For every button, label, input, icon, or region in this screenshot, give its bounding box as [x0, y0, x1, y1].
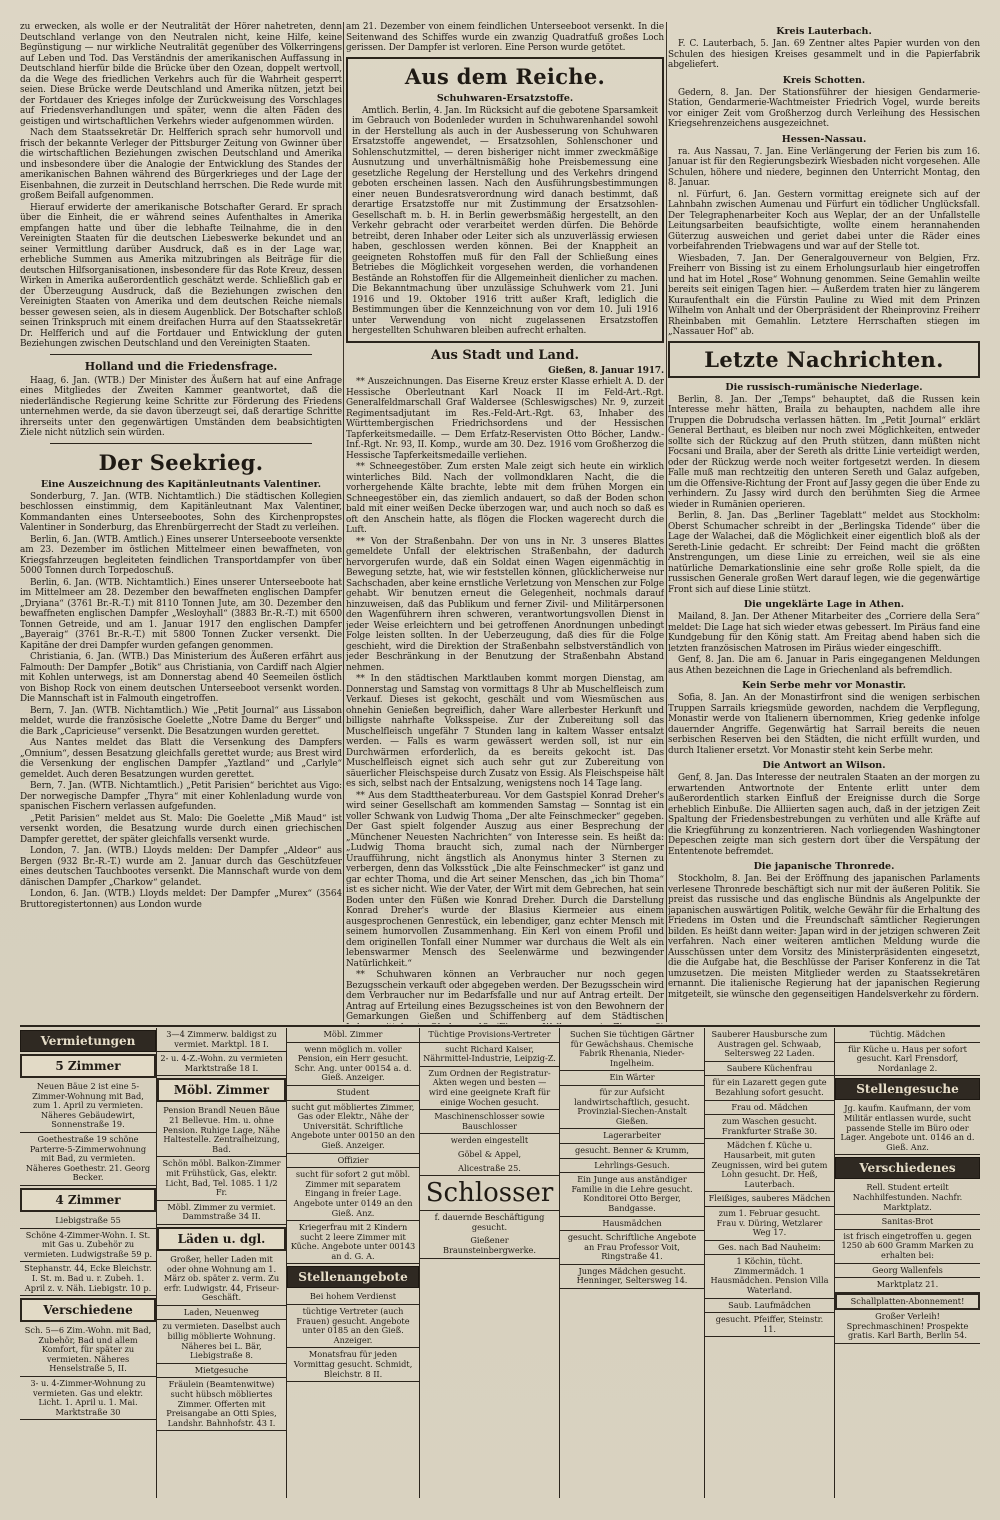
- article-paragraph: ** In den städtischen Marktlauben kommt morgen Dienstag, am Donnerstag und Samstag von vormittags 8 Uhr ab Muschelfleisch zum Verkauf. Dieses ist gekocht, geschält und vom Wiesmüschen aus ohnehin Genießen begreiflich, daher Ware allerbester Herkunft und billigste nahrhafte Volksspeise. Zur der Zubereitung soll das Muschelfleisch ungefähr 7 Stunden lang in kaltem Wasser entsalzt werden. — Falls es warm gewässert werden soll, ist nur ein Durchwärmen erforderlich, da es bereits gekocht ist. Das Muschelfleisch eignet sich auch sehr gut zur Zubereitung von säuerlicher Fleischspeise durch Zusatz von Essig. Als Fleischspeise hält es sich, selbst nach der Entsalzung, wenigstens noch 14 Tage lang.: [346, 674, 664, 789]
- ad-item: Junges Mädchen gesucht. Henninger, Seltersweg 14.: [560, 1265, 704, 1289]
- ad-item: gesucht. Pfeiffer, Steinstr. 11.: [705, 1313, 834, 1337]
- article-paragraph: Amtlich. Berlin, 4. Jan. Im Rücksicht auf die gebotene Sparsamkeit im Gebrauch von Bodenleder wurden in Schuhwarenhandel sowohl in der Herstellung als auch in der Ausbesserung von Schuhwaren Ersatzstoffe angewendet, — Ersatzsohlen, Sohlenschoner und Sohlenschutzmittel, — deren bisheriger nicht immer zweckmäßige Ausnutzung und unverhältnismäßig hohe Preisbemessung eine gesetzliche Regelung der Herstellung und des Verkehrs dringend geboten erscheinen lassen. Nach den Ausführungsbestimmungen einer neuen Bundesratsverordnung wird danach bestimmt, daß derartige Ersatzstoffe nur mit Zustimmung der Ersatzsohlen-Gesellschaft m. b. H. in Berlin gewerbsmäßig hergestellt, an den Verkehr gebracht oder verarbeitet werden dürfen. Die Behörde betreibt, deren Inhaber oder Leiter sich als unzuverlässig erwiesen haben, geschlossen werden können. Bei der Knappheit an geeigneten Rohstoffen muß für den Fall der Schließung eines Betriebes die Möglichkeit vorgesehen werden, die vorhandenen Bestände an Rohstoffen für die Allgemeinheit dienlicher zu machen. Die Bekanntmachung über unzulässige Schuhwerk vom 21. Juni 1916 und 19. Oktober 1916 tritt außer Kraft, lediglich die Bestimmungen über die Kennzeichnung von vor dem 10. Juli 1916 unter Verwendung von nicht zugelassenen Ersatzstoffen hergestellten Schuhwaren bleiben aufrecht erhalten.: [352, 105, 658, 336]
- ad-item: ist frisch eingetroffen u. gegen 1250 ab 600 Gramm Marken zu erhalten bei:: [835, 1230, 980, 1264]
- ad-item: werden eingestellt: [450, 1135, 529, 1146]
- ad-item: Großer Verleih! Sprechmaschinen! Prospekte gratis. Karl Barth, Berlin 54.: [835, 1310, 980, 1344]
- ad-headline: Tüchtig. Mädchen: [835, 1028, 980, 1043]
- ad-item: wenn möglich m. voller Pension, ein Herr gesucht. Schr. Ang. unter 00154 a. d. Gieß. Anzeiger.: [287, 1043, 419, 1086]
- ad-headline: Schlosser: [420, 1176, 559, 1211]
- subheading: Kreis Schotten.: [782, 74, 866, 86]
- article-paragraph: Mailand, 8. Jan. Der Athener Mitarbeiter des „Corriere della Sera“ meldet: Die Lage hat sich wieder etwas gebessert. Im Piräus fand eine Kundgebung für den König statt. Am Freitag abend haben sich die letzten französischen Matrosen im Piräus wieder eingeschifft.: [668, 612, 980, 654]
- article-paragraph: zu erwecken, als wolle er der Neutralität der Hörer nahetreten, denn Deutschland verlange von den Neutralen nicht, keine Hilfe, keine Begünstigung — nur wirkliche Neutralität gegenüber des Völkerringens auf Leben und Tod. Das Verständnis der amerikanischen Auffassung in Deutschland hierfür bilde die Brücke über den Ozean, doppelt wertvoll, da die Wege des friedlichen Verkehrs auch für die Wahrheit gesperrt seien. Diese Brücke werde Deutschland und Amerika nützen, jetzt bei der Fortdauer des Krieges infolge der Zurückweisung des Vorschlages auf Friedensverhandlungen und später, wenn die alten Fäden des geistigen und wirtschaftlichen Verkehrs wieder aufgenommen würden.: [20, 22, 342, 127]
- ad-headline: Schallplatten-Abonnement!: [835, 1293, 980, 1311]
- ads-column-5: [560, 1028, 705, 1498]
- ad-headline: Lehrlings-Gesuch.: [560, 1159, 704, 1174]
- section-heading: Holland und die Friedensfrage.: [84, 359, 278, 373]
- ad-item: Alicestraße 25.: [420, 1162, 559, 1177]
- ad-headline: Saub. Laufmädchen: [705, 1299, 834, 1314]
- ad-item: sucht Richard Kaiser, Nährmittel-Industrie, Leipzig-Z.: [420, 1043, 559, 1067]
- article-paragraph: Bern, 7. Jan. (WTB. Nichtamtlich.) „Petit Parisien“ berichtet aus Vigo: Der norwegische Dampfer „Thyra“ mit einer Kohlenladung wurde von spanischen Fischern verlassen aufgefunden.: [20, 781, 342, 812]
- ad-headline: Maschinenschlosser sowie Bauschlosser: [420, 1110, 559, 1134]
- ad-headline: Offizier: [287, 1154, 419, 1169]
- article-paragraph: Hierauf erwiderte der amerikanische Botschafter Gerard. Er sprach über die Einheit, die er während seines Aufenthaltes in Amerika empfangen hatte und über die lebhafte Teilnahme, die in den Vereinigten Staaten für die deutschen Liebeswerke bekundet und an seiner Vermittlung darüber Ausdruck, daß es in der Lage war, erhebliche Summen aus Amerika mitzubringen als Beiträge für die deutschen Hilfsorganisationen, insbesondere für das Rote Kreuz, dessen Wirken in Amerika außerordentlich geschätzt werde. Schließlich gab er der Überzeugung Ausdruck, daß die Beziehungen zwischen den Vereinigten Staaten von Amerika und dem deutschen Reiche niemals besser gewesen seien, als in diesem Augenblick. Der Botschafter schloß seinen Trinkspruch mit einem dreifachen Hurra auf den Staatssekretär Dr. Helfferich und auf die Fortdauer und Entwicklung der guten Beziehungen zwischen Deutschland und den Vereinigten Staaten.: [20, 202, 342, 349]
- ad-item: gesucht. Benner & Krumm,: [560, 1144, 704, 1159]
- ads-banner: Vermietungen: [20, 1030, 156, 1052]
- ads-category: Verschiedene: [20, 1298, 156, 1322]
- ad-item: tüchtige Vertreter (auch Frauen) gesucht. Angebote unter 0185 an den Gieß. Anzeiger.: [287, 1305, 419, 1348]
- subheading: Kreis Lauterbach.: [776, 26, 872, 37]
- ad-headline: Möbl. Zimmer: [287, 1028, 419, 1043]
- ads-banner: Stellenangebote: [287, 1266, 419, 1288]
- ad-item: zum Waschen gesucht. Frankfurter Straße 30.: [705, 1115, 834, 1139]
- column-rule: [666, 22, 667, 1022]
- article-paragraph: F. C. Lauterbach, 5. Jan. 69 Zentner altes Papier wurden von den Schulen des hiesigen Kreises gesammelt und in die Papierfabrik abgeliefert.: [668, 39, 980, 70]
- ads-column-3: [287, 1028, 420, 1498]
- ad-category: Mietgesuche: [157, 1364, 286, 1379]
- article-paragraph: „Petit Parisien“ meldet aus St. Malo: Die Goelette „Miß Maud“ ist versenkt worden, die Besatzung wurde durch einen griechischen Dampfer gerettet, der später gleichfalls versenkt wurde.: [20, 813, 342, 845]
- ads-column-1: [20, 1028, 157, 1498]
- ad-headline: Ein Wärter: [560, 1071, 704, 1086]
- article-paragraph: Berlin, 6. Jan. (WTB. Amtlich.) Eines unserer Unterseeboote versenkte am 23. Dezember im östlichen Mittelmeer einen bewaffneten, von Kriegsfahrzeugen begleiteten feindlichen Transportdampfer von über 5000 Tonnen durch Torpedoschuß.: [20, 534, 342, 576]
- article-paragraph: ra. Aus Nassau, 7. Jan. Eine Verlängerung der Ferien bis zum 16. Januar ist für den Regierungsbezirk Wiesbaden nicht vorgesehen. Alle Schulen, höhere und niedere, beginnen den Unterricht Montag, den 8. Januar.: [668, 146, 980, 188]
- ads-column-7: [835, 1028, 980, 1498]
- ad-headline: Bei hohem Verdienst: [287, 1290, 419, 1305]
- article-paragraph: Gedern, 8. Jan. Der Stationsführer der hiesigen Gendarmerie-Station, Gendarmerie-Wachtmeister Friedrich Vogel, wurde bereits vor einiger Zeit vom Großherzog durch Verleihung des Hessischen Kriegsehrenzeichens ausgezeichnet.: [668, 87, 980, 129]
- article-paragraph: Sonderburg, 7. Jan. (WTB. Nichtamtlich.) Die städtischen Kollegien beschlossen einstimmig, dem Kapitänleutnant Max Valentiner, Kommandanten eines Unterseebootes, Sohn des Kirchenpropstes Valentiner in Sonderburg, das Ehrenbürgerrecht der Stadt zu verleihen.: [20, 491, 342, 533]
- ad-item: Rell. Student erteilt Nachhilfestunden. Nachfr. Marktplatz.: [835, 1181, 980, 1215]
- ad-item: für ein Lazarett gegen gute Bezahlung sofort gesucht.: [705, 1076, 834, 1100]
- section-title: Aus dem Reiche.: [404, 63, 606, 89]
- ad-item: für Küche u. Haus per sofort gesucht. Karl Frensdorf, Nordanlage 2.: [835, 1043, 980, 1077]
- ad-headline: Saubere Küchenfrau: [705, 1062, 834, 1077]
- section-divider: [50, 443, 312, 444]
- ads-separator: [20, 1025, 980, 1027]
- subheading: Die russisch-rumänische Niederlage.: [725, 381, 923, 393]
- ad-item: Sauberer Hausbursche zum Austragen gel. Schwaab, Seltersweg 22 Laden.: [705, 1028, 834, 1062]
- ad-item: Pension Brandl Neuen Bäue 21 Bellevue. Hm. u. ohne Pension. Ruhige Lage, Nähe Haltestelle. Zentralheizung, Bad.: [157, 1104, 286, 1157]
- letzte-nachrichten-box: [668, 341, 980, 378]
- ad-item: 3- u. 4-Zimmer-Wohnung zu vermieten. Gas und elektr. Licht. 1. April u. 1. Mai. Marktstraße 30: [20, 1377, 156, 1420]
- ads-column-4: [420, 1028, 560, 1498]
- ad-item: Sch. 5—6 Zim.-Wohn. mit Bad, Zubehör, Bad und allem Komfort, für später zu vermieten. Näheres Henselstraße 5, II.: [20, 1324, 156, 1377]
- article-paragraph: London, 7. Jan. (WTB.) Lloyds melden: Der Dampfer „Aldeor“ aus Bergen (932 Br.-R.-T.) wurde am 2. Januar durch das Geschützfeuer eines deutschen Tauchbootes versenkt. Die Mannschaft wurde von dem dänischen Dampfer „Charkow“ gelandet.: [20, 846, 342, 888]
- ad-headline: Frau od. Mädchen: [705, 1101, 834, 1116]
- ad-item: Großer, heller Laden mit oder ohne Wohnung am 1. März ob. später z. verm. Zu erfr. Ludwigstr. 44, Friseur-Geschäft.: [157, 1253, 286, 1306]
- article-paragraph: Haag, 6. Jan. (WTB.) Der Minister des Äußern hat auf eine Anfrage eines Mitgliedes der Zweiten Kammer geantwortet, daß die niederländische Regierung keine Schritte zur Förderung des Friedens unternehmen werde, da sie davon überzeugt sei, daß derartige Schritte ihrerseits unter den gegenwärtigen Umständen dem beabsichtigten Ziele nicht nützlich sein würden.: [20, 375, 342, 438]
- ad-item: Neuen Bäue 2 ist eine 5-Zimmer-Wohnung mit Bad, zum 1. April zu vermieten. Näheres Gebäudewirt, Sonnenstraße 19.: [20, 1080, 156, 1133]
- article-paragraph: Nach dem Staatssekretär Dr. Helfferich sprach sehr humorvoll und frisch der bekannte Verleger der Pittsburger Zeitung von Gwinner über die wirtschaftlichen Beziehungen zwischen Deutschland und Amerika und insbesondere über die Analogie der Entwicklung des Standes der amerikanischen Bahnen während des Bürgerkrieges und der Lage der Eisenbahnen, die zurzeit in Deutschland herrschen. Die Rede wurde mit großem Beifall aufgenommen.: [20, 128, 342, 201]
- ads-column-2: [157, 1028, 287, 1498]
- ad-item: für zur Aufsicht landwirtschaftlich, gesucht. Provinzial-Siechen-Anstalt Gießen.: [560, 1086, 704, 1129]
- ads-category: 4 Zimmer: [20, 1188, 156, 1212]
- ad-item: Monatsfrau für jeden Vormittag gesucht. Schmidt, Bleichstr. 8 II.: [287, 1348, 419, 1382]
- subheading: Die japanische Thronrede.: [753, 861, 895, 872]
- article-paragraph: Berlin, 8. Jan. Der „Temps“ behauptet, daß die Russen kein Interesse mehr hätten, Braila zu behaupten, nachdem alle ihre Truppen die Dobrudscha verlassen hätten. Im „Petit Journal“ erklärt General Berthaut, es bleiben nur noch zwei Möglichkeiten, entweder sollte sich der Rückzug auf den Pruth stützen, dann müßten nicht Focsani und Braila, aber der Sereth als dritte Linie verteidigt werden, oder der Rückzug werde noch weiter fortgesetzt werden. In diesem Falle muß man rechtzeitig den unteren Sereth und Galaz aufgeben, um die Offensive-Richtung der Front auf Jassy gegen die über Ende zu verhindern. Zu Jassy wird durch den berühmten Sieg die Armee wieder in Rumänien operieren.: [668, 394, 980, 510]
- section-title: Letzte Nachrichten.: [704, 346, 944, 372]
- column-1: [20, 22, 342, 1024]
- ad-headline: Fleißiges, sauberes Mädchen: [705, 1192, 834, 1207]
- section-heading: Aus Stadt und Land.: [431, 347, 579, 363]
- article-paragraph: Berlin, 8. Jan. Das „Berliner Tageblatt“ meldet aus Stockholm: Oberst Schumacher schreibt in der „Berlingska Tidende“ über die Lage der Walachei, daß die Möglichkeit einer eigentlich bloß als der Sereth-Linie gedacht. Er schreibt: Der Feind macht die größten Anstrengungen, um diese Linie zu erreichen, weil sie als eine natürliche Demarkationslinie eine sehr große Rolle spielt, da die russischen Generale großen Wert darauf legen, wie die gegenwärtige Front sich auf diese Linie stützt.: [668, 511, 980, 595]
- ad-headline: Hausmädchen: [560, 1217, 704, 1232]
- ad-item: Marktplatz 21.: [835, 1278, 980, 1293]
- subheading: Schuhwaren-Ersatzstoffe.: [436, 92, 574, 104]
- article-paragraph: ** Auszeichnungen. Das Eiserne Kreuz erster Klasse erhielt A. D. der Hessische Oberleutnant Karl Noack II im Feld-Art.-Rgt. Generalfeldmarschall Graf Waldersee (Schleswigsches) Nr. 9, zurzeit Regimentsadjutant im Res.-Feld-Art.-Rgt. 63, Inhaber des Württembergischen Friedrichsordens und der Hessischen Tapferkeitsmedaille. — Dem Erfatz-Reservisten Otto Böcher, Landw.-Inf.-Rgt. Nr. 93, II. Komp., wurde am 30. Dez. 1916 vom Großherzog die Hessische Tapferkeitsmedaille verliehen.: [346, 377, 664, 461]
- ad-item: zum 1. Februar gesucht. Frau v. Düring, Wetzlarer Weg 17.: [705, 1207, 834, 1241]
- ad-item: Goethestraße 19 schöne Parterre-5-Zimmerwohnung mit Bad, zu vermieten. Näheres Goethestr. 21. Georg Becker.: [20, 1133, 156, 1186]
- article-paragraph: nl. Fürfurt, 6. Jan. Gestern vormittag ereignete sich auf der Lahnbahn zwischen Aumenau und Fürfurt ein tödlicher Unglücksfall. Der Telegraphenarbeiter Koch aus Weplar, der an der Unfallstelle Leitungsarbeiten beaufsichtigte, wollte einem herannahenden Güterzug ausweichen und geriet dabei unter die Räder eines vorbeifahrenden Triebwagens und war auf der Stelle tot.: [668, 189, 980, 252]
- ads-category: Läden u. dgl.: [157, 1227, 286, 1251]
- ad-item: Möbl. Zimmer zu vermiet. Dammstraße 34 II.: [157, 1201, 286, 1225]
- ads-category: Möbl. Zimmer: [157, 1078, 286, 1102]
- article-paragraph: Wiesbaden, 7. Jan. Der Generalgouverneur von Belgien, Frz. Freiherr von Bissing ist zu einem Erholungsurlaub hier eingetroffen und hat im Hotel „Rose“ Wohnung genommen. Seine Gemahlin weilte bereits seit einigen Tagen hier. — Außerdem traten hier zu längerem Kuraufenthalt ein die Fürstin Pauline zu Wied mit dem Prinzen Wilhelm von Anhalt und der Oberpräsident der Rheinprovinz Freiherr Rheinbaben mit Gemahlin. Letztere Herrschaften stiegen im „Nassauer Hof“ ab.: [668, 253, 980, 337]
- subheading: Kein Serbe mehr vor Monastir.: [741, 680, 906, 691]
- ad-item: 3—4 Zimmerw. baldigst zu vermiet. Marktpl. 18 I.: [157, 1028, 286, 1052]
- article-paragraph: Genf, 8. Jan. Das Interesse der neutralen Staaten an der morgen zu erwartenden Antwortnote der Entente erlitt unter dem außerordentlich starken Einfluß der Ereignisse durch die Sorge erheblich Einbuße. Die Alliierten sagen auch, daß in der jetzigen Zeit Spaltung der Friedensbestrebungen zu verhüten und alle Kräfte auf die Kriegführung zu konzentrieren. Nach vorliegenden Washingtoner Depeschen zeigte man sich gestern dort über die Verspätung der Ententenote befremdet.: [668, 773, 980, 857]
- article-paragraph: ** Von der Straßenbahn. Der von uns in Nr. 3 unseres Blattes gemeldete Unfall der elektrischen Straßenbahn, der dadurch hervorgerufen wurde, daß ein Soldat einen Wagen eigenmächtig in Bewegung setzte, hat, wie wir feststellen können, glücklicherweise nur Sachschaden, aber keine ernstliche Verletzung von Menschen zur Folge gehabt. Wir benutzen erneut die Gelegenheit, nochmals darauf hinzuweisen, daß das Publikum und ferner Zivil- und Militärpersonen den Wagenführern ihren schweren, verantwortungsvollen Dienst in jeder Weise erleichtern und bei getroffenen Anordnungen unbedingt Folge leisten sollten. In der Ueberzeugung, daß dies für die Folge geschieht, wird die Direktion der Straßenbahn selbstverständlich von jeder Beschränkung in der Benutzung der Straßenbahn Abstand nehmen.: [346, 536, 664, 673]
- ads-banner: Verschiedenes: [835, 1157, 980, 1179]
- ad-item: Stephanstr. 44, Ecke Bleichstr. I. St. m. Bad u. r. Zubeh. 1. April z. v. Näh. Liebigstr. 10 p.: [20, 1262, 156, 1296]
- subheading: Die ungeklärte Lage in Athen.: [743, 599, 905, 610]
- ad-headline: Liebigstraße 55: [20, 1214, 156, 1229]
- ads-category: 5 Zimmer: [20, 1054, 156, 1078]
- ad-item: Jg. kaufm. Kaufmann, der vom Militär entlassen wurde, sucht passende Stelle im Büro oder Lager. Angebote unt. 0146 an d. Gieß. Anz.: [835, 1102, 980, 1155]
- article-paragraph: ** Schuhwaren können an Verbraucher nur noch gegen Bezugsschein verkauft oder abgegeben werden. Der Bezugsschein wird dem Verbraucher nur im Bedarfsfalle und nur auf Antrag erteilt. Der Antrag auf Erteilung eines Bezugsscheines ist von den Bewohnern der Gemarkungen Gießen und Schiffenberg auf dem Städtischen: [346, 970, 664, 1022]
- ad-item: 2- u. 4-Z.-Wohn. zu vermieten Marktstraße 18 I.: [157, 1052, 286, 1076]
- article-paragraph: Berlin, 6. Jan. (WTB. Nichtamtlich.) Eines unserer Unterseeboote hat im Mittelmeer am 28. Dezember den bewaffneten englischen Dampfer „Dryiana“ (3761 Br.-R.-T.) mit 8110 Tonnen Jute, am 30. Dezember den bewaffneten englischen Dampfer „Wesloyhall“ (3883 Br.-R.-T.) mit 6500 Tonnen Getreide, und am 1. Januar 1917 den englischen Dampfer „Bayeraig“ (3761 Br.-R.-T.) mit 5800 Tonnen Zucker versenkt. Die Kapitäne der drei Dampfer wurden gefangen genommen.: [20, 577, 342, 651]
- column-2: [346, 22, 664, 1024]
- ad-headline: Laden, Neuenweg: [157, 1306, 286, 1321]
- ad-headline: Georg Wallenfels: [835, 1264, 980, 1279]
- ad-item: Suchen Sie tüchtigen Gärtner für Gewächshaus. Chemische Fabrik Rhenania, Nieder-Ingelheim.: [560, 1028, 704, 1071]
- classified-ads: [20, 1028, 980, 1498]
- ad-headline: Sanitas-Brot: [835, 1215, 980, 1230]
- ad-headline: Gießener Braunsteinbergwerke.: [420, 1234, 559, 1258]
- ad-item: Ein Junge aus anständiger Familie in die Lehre gesucht. Konditorei Otto Berger, Bandgasse.: [560, 1173, 704, 1216]
- section-divider: [50, 354, 312, 355]
- ads-column-6: [705, 1028, 835, 1498]
- ad-item: Mädchen f. Küche u. Hausarbeit, mit guten Zeugnissen, wird bei gutem Lohn gesucht. Dr. Heß, Lauterbach.: [705, 1139, 834, 1192]
- article-paragraph: ** Schneegestöber. Zum ersten Male zeigt sich heute ein wirklich winterliches Bild. Nach der vollmondklaren Nacht, die die vorhergehende Kälte brachte, lebte mit dem frühen Morgen ein Schneegestöber ein, das ziemlich andauert, so daß der Boden schon bald mit einer weißen Decke überzogen war, und auch noch so daß es oft den Anschein hatte, als flögen die Flocken wagerecht durch die Luft.: [346, 462, 664, 535]
- ad-item: Fräulein (Beamtenwitwe) sucht hübsch möbliertes Zimmer. Offerten mit Preisangabe an Otti Spies, Landshr. Bahnhofstr. 43 I.: [157, 1378, 286, 1431]
- ad-item: Kriegerfrau mit 2 Kindern sucht 2 leere Zimmer mit Küche. Angebote unter 00143 an d. G. A.: [287, 1221, 419, 1264]
- ad-headline: Göbel & Appel,: [457, 1148, 522, 1159]
- ad-item: Schön möbl. Balkon-Zimmer mit Frühstück, Gas, elektr. Licht, Bad, Tel. 1085. 1 1/2 Fr.: [157, 1157, 286, 1200]
- article-paragraph: Sofia, 8. Jan. An der Monastirfront sind die wenigen serbischen Truppen Sarrails kriegsmüde geworden, nachdem die Verpflegung, Monastir werde von Italienern übernommen, Krieg gedenke infolge dauernder Angriffe. Gegenwärtig hat Sarrail bereits die neuen serbischen Reserven bei den Städten, die nicht erfüllt wurden, und durch Italiener ersetzt. Vor Monastir steht kein Serbe mehr.: [668, 693, 980, 756]
- ads-banner: Stellengesuche: [835, 1078, 980, 1100]
- subheading: Eine Auszeichnung des Kapitänleutnants Valentiner.: [40, 478, 322, 490]
- article-paragraph: Bern, 7. Jan. (WTB. Nichtamtlich.) Wie „Petit Journal“ aus Lissabon meldet, wurde die französische Goelette „Notre Dame du Berger“ und die Bark „Capricieuse“ versenkt. Die Besatzungen wurden gerettet.: [20, 705, 342, 737]
- column-3: [668, 22, 980, 1024]
- ad-item: f. dauernde Beschäftigung gesucht.: [434, 1212, 545, 1232]
- section-title: Der Seekrieg.: [98, 449, 264, 475]
- subheading: Die Antwort an Wilson.: [762, 760, 886, 771]
- ad-headline: Tüchtige Provisions-Vertreter: [420, 1028, 559, 1043]
- subheading: Hessen-Nassau.: [781, 133, 867, 145]
- article-paragraph: Genf, 8. Jan. Die am 6. Januar in Paris eingegangenen Meldungen aus Athen bezeichnen die Lage in Griechenland als befremdlich.: [668, 655, 980, 676]
- ad-item: sucht für sofort 2 gut möbl. Zimmer mit separatem Eingang in freier Lage. Angebote unter 0149 an den Gieß. Anz.: [287, 1168, 419, 1221]
- article-paragraph: Christiania, 6. Jan. (WTB.) Das Ministerium des Äußeren erfährt aus Falmouth: Der Dampfer „Botik“ aus Christiania, von Cardiff nach Algier mit Kohlen unterwegs, ist am Donnerstag abend 40 Seemeilen östlich von Bishop Rock von einem deutschen Unterseeboot versenkt worden. Die Mannschaft ist in Falmouth eingetroffen.: [20, 652, 342, 704]
- ad-item: 1 Köchin, tücht. Zimmermädch. 1 Hausmädchen. Pension Villa Waterland.: [705, 1255, 834, 1298]
- ad-headline: Student: [287, 1086, 419, 1101]
- dateline: Gießen, 8. Januar 1917.: [548, 365, 664, 376]
- article-paragraph: Aus Nantes meldet das Blatt die Versenkung des Dampfers „Omnium“, dessen Besatzung gleichfalls gerettet wurde; aus Brest wird die Versenkung der englischen Dampfer „Yaztland“ und „Carlyle“ gemeldet. Auch deren Besatzungen wurden gerettet.: [20, 738, 342, 780]
- reiche-box: [346, 57, 664, 343]
- article-paragraph: ** Aus dem Stadttheaterbureau. Vor dem Gastspiel Konrad Dreher's wird seiner Gesellschaft am kommenden Samstag — Sonntag ist ein voller Schwank von Ludwig Thoma „Der alte Feinschmecker“ gegeben. Der Gast spielt folgender Auszug aus einer Besprechung der „Münchener Neuesten Nachrichten“ von Interesse sein. Es heißt da: „Ludwig Thoma braucht sich, zumal nach der Nürnberger Uraufführung, nicht ängstlich als Anonymus hinter 3 Sternen zu verbergen, denn das Volksstück „Die alte Feinschmecker“ ist ganz und gar echter Thoma, und die Art seiner Menschen, das „ich bin Thoma“ ist es sicher nicht. Wie der Vater, der Wirt mit dem Gebrechen, hat sein Boden unter den Füßen wie Konrad Dreher. Durch die Darstellung Konrad Dreher's wurde der Blasius Kiermeier aus einem ausgesprochenen Genrestück, ein lebendiger, ganz echter Mensch mit seinem humorvollen Zusammenhang. Ein Kerl von einem Profil und dem originellen Tonfall einer Nummer war durchaus die Welt als ein lebenswarmer Mensch des Seelenwärme und bezwingender Natürlichkeit.“: [346, 790, 664, 969]
- article-paragraph: am 21. Dezember von einem feindlichen Unterseeboot versenkt. In die Seitenwand des Schiffes wurde ein zwanzig Quadratfuß großes Loch gerissen. Der Dampfer ist verloren. Eine Person wurde getötet.: [346, 22, 664, 53]
- article-paragraph: Stockholm, 8. Jan. Bei der Eröffnung des japanischen Parlaments verlesene Thronrede beschäftigt sich nur mit der äußeren Politik. Sie preist das russische und das englische Bündnis als Angelpunkte der japanischen auswärtigen Politik, welche Gewähr für die Erhaltung des Friedens im Osten und die Freundschaft sämtlicher Regierungen bilden. Es heißt dann weiter: Japan wird in der jetzigen schweren Zeit verfahren. Nach einer weiteren amtlichen Meldung wurde die Ausschüssen unter dem Vorsitz des Ministerpräsidenten eingesetzt, die die Aufgabe hat, die Beschlüsse der Pariser Konferenz in die Tat umzusetzen. Die meisten Mitglieder werden zu Staatssekretären ernannt. Die italienische Regierung hat der japanischen Regierung mitgeteilt, sie wünsche den gegenseitigen Handelsverkehr zu fördern.: [668, 874, 980, 1000]
- ad-item: Zum Ordnen der Registratur-Akten wegen und besten — wird eine geeignete Kraft für einige Wochen gesucht.: [420, 1067, 559, 1110]
- column-rule: [343, 22, 344, 1022]
- ad-headline: Lagerarbeiter: [560, 1129, 704, 1144]
- ad-headline: Ges. nach Bad Nauheim:: [705, 1241, 834, 1256]
- ad-item: sucht gut möbliertes Zimmer, Gas oder Elektr., Nähe der Universität. Schriftliche Angebote unter 00150 an den Gieß. Anzeiger.: [287, 1101, 419, 1154]
- ad-item: Schöne 4-Zimmer-Wohn. I. St. mit Gas u. Zubehör zu vermieten. Ludwigstraße 59 p.: [20, 1229, 156, 1263]
- ad-item: gesucht. Schriftliche Angebote an Frau Professor Voit, Ringstraße 41.: [560, 1231, 704, 1265]
- article-paragraph: London, 6. Jan. (WTB.) Lloyds meldet: Der Dampfer „Murex“ (3564 Bruttoregistertonnen) aus London wurde: [20, 889, 342, 910]
- ad-item: zu vermieten. Daselbst auch billig möblierte Wohnung. Näheres bei L. Bär, Liebigstraße 8.: [157, 1320, 286, 1363]
